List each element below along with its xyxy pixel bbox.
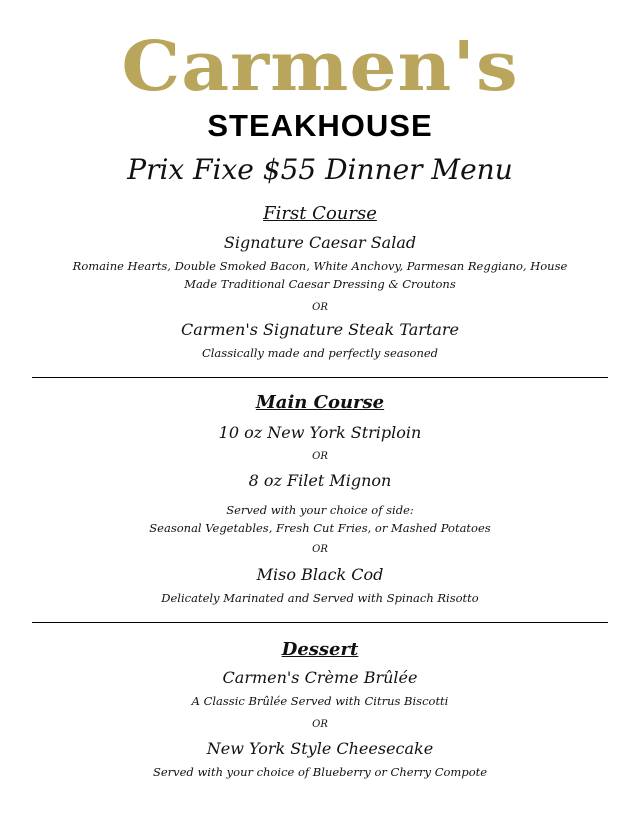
section-title-dessert: Dessert xyxy=(281,639,359,660)
brand-subtitle: STEAKHOUSE xyxy=(207,108,433,143)
menu-item-steak-tartare-desc: Classically made and perfectly seasoned xyxy=(201,346,439,360)
menu-title: Prix Fixe $55 Dinner Menu xyxy=(127,153,513,186)
menu-item-miso-black-cod-desc: Delicately Marinated and Served with Spinach Risotto xyxy=(161,591,479,605)
or-separator: OR xyxy=(312,544,328,555)
side-choice-options: Seasonal Vegetables, Fresh Cut Fries, or Mashed Potatoes xyxy=(149,521,491,535)
menu-item-caesar-salad-desc-2: Made Traditional Caesar Dressing & Croutons xyxy=(184,277,456,291)
menu-item-creme-brulee: Carmen's Crème Brûlée xyxy=(222,668,418,687)
section-divider xyxy=(32,622,608,623)
menu-item-creme-brulee-desc: A Classic Brûlée Served with Citrus Biscotti xyxy=(191,694,449,708)
menu-item-cheesecake: New York Style Cheesecake xyxy=(206,739,434,758)
menu-item-cheesecake-desc: Served with your choice of Blueberry or Cherry Compote xyxy=(152,765,488,779)
menu-item-ny-striploin: 10 oz New York Striploin xyxy=(218,423,422,442)
side-choice-intro: Served with your choice of side: xyxy=(226,503,414,517)
menu-item-miso-black-cod: Miso Black Cod xyxy=(256,565,384,584)
brand-logo-text: Carmen's xyxy=(121,27,519,107)
menu-item-caesar-salad-desc-1: Romaine Hearts, Double Smoked Bacon, White Anchovy, Parmesan Reggiano, House xyxy=(72,259,568,273)
section-title-main-course: Main Course xyxy=(255,392,385,413)
menu-item-caesar-salad: Signature Caesar Salad xyxy=(223,233,417,252)
or-separator: OR xyxy=(312,451,328,462)
or-separator: OR xyxy=(312,719,328,730)
menu-item-steak-tartare: Carmen's Signature Steak Tartare xyxy=(180,320,460,339)
section-divider xyxy=(32,377,608,378)
menu-item-filet-mignon: 8 oz Filet Mignon xyxy=(248,471,392,490)
section-title-first-course: First Course xyxy=(263,203,377,224)
or-separator: OR xyxy=(312,302,328,313)
